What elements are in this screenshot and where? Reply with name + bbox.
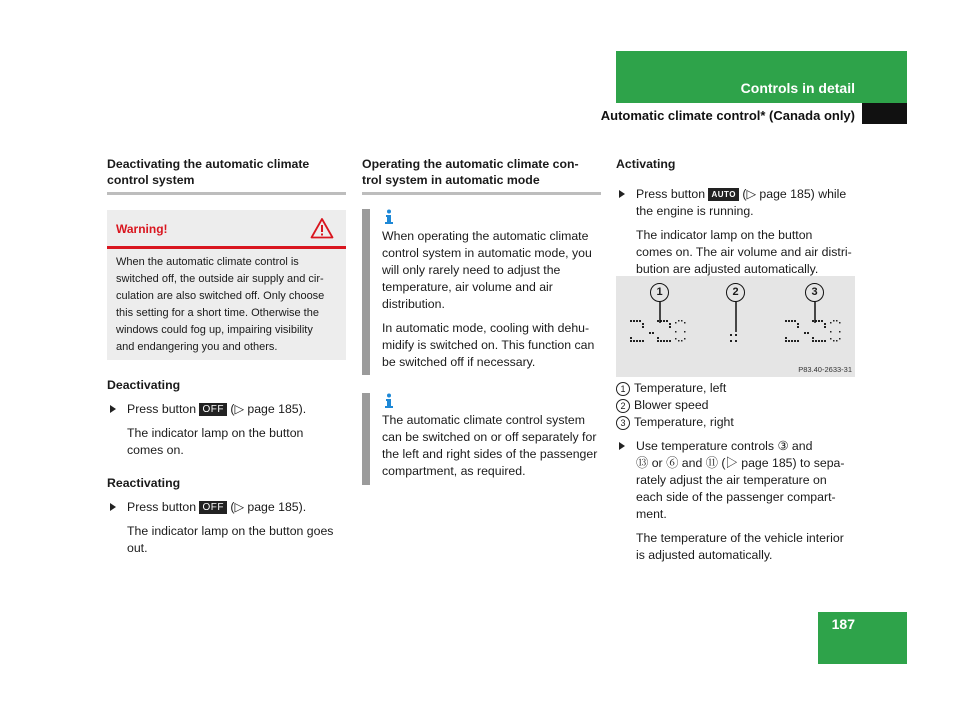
warning-box (107, 210, 346, 360)
info-icon (382, 393, 396, 414)
bullet-arrow-icon (110, 405, 116, 413)
deactivating-section (107, 377, 352, 459)
page-number: 187 (831, 616, 855, 632)
info-bar (362, 393, 370, 485)
reactivating-step: Press button OFF (▷ page 185). (107, 499, 352, 516)
bullet-arrow-icon (619, 190, 625, 198)
deactivating-result: The indicator lamp on the button comes on. (127, 426, 304, 457)
temperature-step (616, 438, 861, 564)
climate-display-figure (616, 276, 855, 377)
off-button-key: OFF (199, 501, 227, 514)
warning-text: When the automatic climate control is switched off, the outside air supply and cir- culation are also switched off. Only choose this setting for a short time. Otherwise the windows could fog up, impairing visibility and endangering you and others. (116, 256, 325, 353)
info-note-2 (362, 393, 602, 485)
bullet-arrow-icon (110, 503, 116, 511)
legend-item: 2 Blower speed (616, 397, 861, 414)
activating-heading: Activating (616, 157, 676, 171)
section-title: Controls in detail (740, 80, 855, 96)
info-note-1 (362, 209, 602, 375)
col2-title: Operating the automatic climate con- trol system in automatic mode (362, 156, 601, 195)
auto-button-key: AUTO (708, 188, 739, 201)
figure-caption: P83.40-2633-31 (798, 365, 852, 374)
callout-2: 2 (726, 283, 745, 302)
reactivating-heading: Reactivating (107, 476, 181, 490)
column-2 (362, 156, 601, 195)
deactivating-step: Press button OFF (▷ page 185). (107, 401, 352, 418)
column-3 (616, 156, 861, 278)
info-bar (362, 209, 370, 375)
reactivating-result: The indicator lamp on the button goes out. (127, 524, 334, 555)
info-2-text: The automatic climate control system can be switched on or off separately for the left and right sides of the passenger compartment, as required. (382, 413, 598, 478)
reactivating-section (107, 475, 352, 557)
activating-result: The indicator lamp on the button comes on. The air volume and air distri- bution are adjusted automatically. (636, 228, 852, 276)
legend-item: 1 Temperature, left (616, 380, 861, 397)
column-1 (107, 156, 346, 195)
warning-triangle-icon (310, 217, 334, 244)
subsection-title: Automatic climate control* (Canada only) (600, 108, 855, 123)
callout-1: 1 (650, 283, 669, 302)
info-icon (382, 209, 396, 230)
temperature-step-bullet: Use temperature controls ③ and ⑬ or ⑥ and ⑪ (▷ page 185) to sepa- rately adjust the air temperature on each side of the passenger compart- ment. (616, 438, 861, 523)
bullet-arrow-icon (619, 442, 625, 450)
temperature-result: The temperature of the vehicle interior is adjusted automatically. (636, 531, 844, 562)
deactivating-heading: Deactivating (107, 378, 181, 392)
legend-item: 3 Temperature, right (616, 414, 861, 431)
callout-3: 3 (805, 283, 824, 302)
figure-legend (616, 380, 861, 431)
off-button-key: OFF (199, 403, 227, 416)
activating-step: Press button AUTO (▷ page 185) while the engine is running. (616, 186, 861, 220)
header-marker (862, 103, 907, 124)
col1-title: Deactivating the automatic climate control system (107, 156, 346, 195)
warning-label: Warning! (116, 222, 168, 236)
warning-header (107, 210, 346, 249)
info-1-text: When operating the automatic climate control system in automatic mode, you will only rarely need to adjust the temperature, air volume and air distribution. In automatic mode, cooling with dehu- midify is switched on. This function can be switched off if necessary. (382, 229, 595, 369)
